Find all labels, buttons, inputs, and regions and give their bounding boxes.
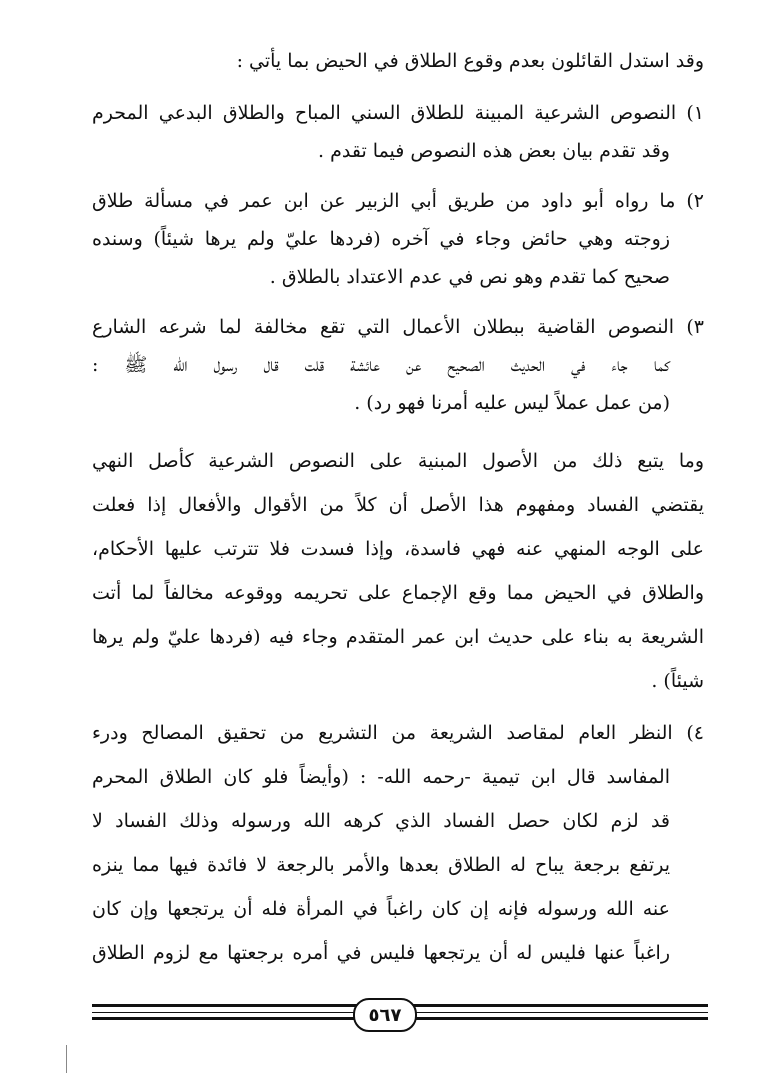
text-line: ٢) ما رواه أبو داود من طريق أبي الزبير عن ابن عمر في مسألة طلاق (92, 190, 704, 212)
text-line: ١) النصوص الشرعية المبينة للطلاق السني المباح والطلاق البدعي المحرم (92, 102, 704, 124)
text-line: قد لزم لكان حصل الفساد الذي كرهه الله ورسوله وذلك الفساد لا (92, 810, 670, 832)
text-line: (من عمل عملاً ليس عليه أمرنا فهو رد) . (354, 392, 670, 414)
text-line: عنه الله ورسوله فإنه إن كان راغباً في المرأة فله أن يرتجعها وإن كان (92, 898, 670, 920)
text-line: راغباً عنها فليس له أن يرتجعها فليس في أمره برجعتها مع لزوم الطلاق (92, 942, 670, 964)
text-line: كما جاء في الحديث الصحيح عن عائشة قلت قال رسول الله ﷺ : (92, 354, 670, 376)
text-line: والطلاق في الحيض مما وقع الإجماع على تحريمه ووقوعه مخالفاً لما أتت (92, 582, 704, 604)
page-number (353, 998, 417, 1032)
text-line: ٣) النصوص القاضية ببطلان الأعمال التي تقع مخالفة لما شرعه الشارع (92, 316, 704, 338)
text-line: زوجته وهي حائض وجاء في آخره (فردها عليّ ولم يرها شيئاً) وسنده (92, 228, 670, 250)
text-line: يقتضي الفساد ومفهوم هذا الأصل أن كلاً من الأقوال والأفعال إذا فعلت (92, 494, 704, 516)
text-line: وقد استدل القائلون بعدم وقوع الطلاق في الحيض بما يأتي : (236, 50, 704, 72)
text-line: ٤) النظر العام لمقاصد الشريعة من التشريع من تحقيق المصالح ودرء (92, 722, 704, 744)
text-line: المفاسد قال ابن تيمية -رحمه الله- : (وأيضاً فلو كان الطلاق المحرم (92, 766, 670, 788)
text-line: يرتفع برجعة يباح له الطلاق بعدها والأمر بالرجعة لا فائدة فيها مما ينزه (92, 854, 670, 876)
text-line: وقد تقدم بيان بعض هذه النصوص فيما تقدم . (318, 140, 670, 162)
text-line: وما يتبع ذلك من الأصول المبنية على النصوص الشرعية كأصل النهي (92, 450, 704, 472)
text-line: على الوجه المنهي عنه فهي فاسدة، وإذا فسدت فلا تترتب عليها الأحكام، (92, 538, 704, 560)
page-number-label: ٥٦٧ (368, 1004, 402, 1026)
text-line: الشريعة به بناء على حديث ابن عمر المتقدم وجاء فيه (فردها عليّ ولم يرها (92, 626, 704, 648)
text-line: صحيح كما تقدم وهو نص في عدم الاعتداد بالطلاق . (269, 266, 670, 288)
text-line: شيئاً) . (651, 670, 704, 692)
margin-mark (66, 1045, 67, 1073)
body-text (92, 42, 704, 972)
